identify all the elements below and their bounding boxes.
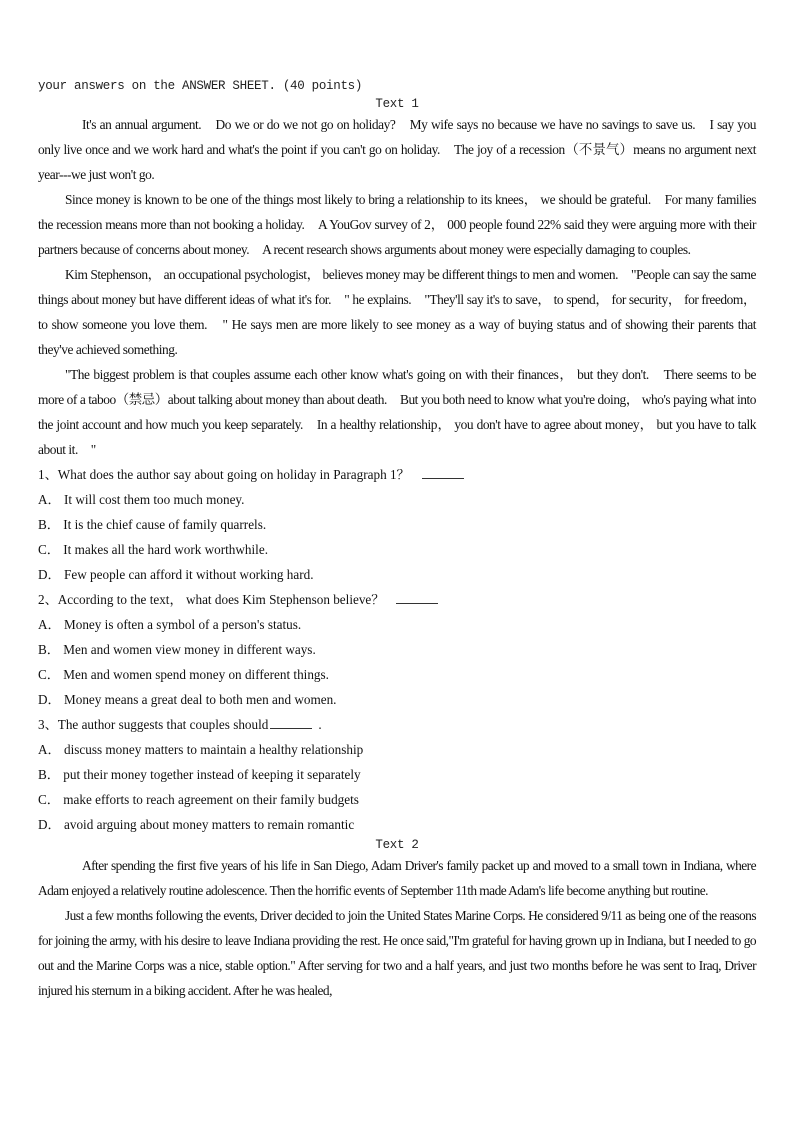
question-2 — [38, 587, 756, 712]
text1-title: Text 1 — [375, 97, 419, 111]
option-letter: B． — [38, 642, 60, 657]
answer-blank[interactable] — [396, 593, 438, 604]
option-letter: C． — [38, 792, 60, 807]
document-page — [38, 76, 756, 1003]
option-letter: D． — [38, 817, 61, 832]
answer-blank[interactable] — [422, 468, 464, 479]
option-text: discuss money matters to maintain a healthy relationship — [64, 742, 364, 757]
question-text: According to the text， what does Kim Stephenson believe？ — [57, 592, 385, 607]
text1-passage — [38, 112, 756, 462]
option-d — [38, 812, 756, 837]
option-text: avoid arguing about money matters to remain romantic — [64, 817, 355, 832]
option-b — [38, 512, 756, 537]
text2-title: Text 2 — [375, 838, 419, 852]
text2-paragraph-2: Just a few months following the events, Driver decided to join the United States Marine Corps. He considered 9/11 as being one of the reasons for joining the army, with his desire to leave Indiana providing the rest. He once said,"I'm grateful for having grown up in Indiana, but I needed to go out and the Marine Corps was a nice, stable option." After serving for two and a half years, and just two months before he was sent to Iraq, Driver injured his sternum in a biking accident. After he was healed, — [38, 908, 756, 998]
option-a — [38, 487, 756, 512]
question-number: 2、 — [38, 592, 58, 607]
option-b — [38, 762, 756, 787]
option-letter: A． — [38, 492, 61, 507]
option-text: Men and women spend money on different things. — [63, 667, 329, 682]
text1-paragraph-4: "The biggest problem is that couples assume each other know what's going on with their finances， but they don't. There seems to be more of a taboo（禁忌）about talking about money than about death. But you both need to know what you're doing， who's paying what into the joint account and how much you keep separately. In a healthy relationship， you don't have to agree about money， but you have to talk about it. " — [38, 367, 756, 457]
option-a — [38, 737, 756, 762]
option-d — [38, 687, 756, 712]
option-letter: A． — [38, 617, 61, 632]
option-text: It makes all the hard work worthwhile. — [63, 542, 268, 557]
option-c — [38, 537, 756, 562]
question-text: The author suggests that couples should — [57, 717, 269, 732]
option-letter: B． — [38, 517, 60, 532]
option-c — [38, 787, 756, 812]
option-text: put their money together instead of keeping it separately — [63, 767, 361, 782]
text2-paragraph-1: After spending the first five years of his life in San Diego, Adam Driver's family packet up and moved to a small town in Indiana, where Adam enjoyed a relatively routine adolescence. Then the horrific events of September 11th made Adam's life become anything but routine. — [38, 858, 756, 898]
option-text: Men and women view money in different ways. — [63, 642, 316, 657]
option-letter: A． — [38, 742, 61, 757]
option-text: Few people can afford it without working hard. — [64, 567, 314, 582]
option-text: It is the chief cause of family quarrels. — [63, 517, 267, 532]
option-text: It will cost them too much money. — [64, 492, 245, 507]
option-letter: D． — [38, 692, 61, 707]
option-letter: C． — [38, 542, 60, 557]
option-letter: D． — [38, 567, 61, 582]
question-3 — [38, 712, 756, 837]
text1-paragraph-3: Kim Stephenson， an occupational psychologist， believes money may be different things to men and women. "People can say the same things about money but have different ideas of what it's for. " he explains. "They'll say it's to save， to spend， for security， for freedom， to show someone you love them. " He says men are more likely to see money as a way of buying status and of showing their parents that they've achieved something. — [38, 267, 756, 357]
option-text: make efforts to reach agreement on their family budgets — [63, 792, 359, 807]
question-1 — [38, 462, 756, 587]
question-stem — [38, 462, 756, 487]
answer-blank[interactable] — [270, 718, 312, 729]
option-letter: B． — [38, 767, 60, 782]
question-text: What does the author say about going on holiday in Paragraph 1？ — [57, 467, 410, 482]
option-c — [38, 662, 756, 687]
option-b — [38, 637, 756, 662]
question-number: 3、 — [38, 717, 58, 732]
text2-passage — [38, 853, 756, 1003]
instructions-line: your answers on the ANSWER SHEET. (40 points) — [38, 79, 363, 93]
option-text: Money means a great deal to both men and women. — [64, 692, 337, 707]
option-text: Money is often a symbol of a person's status. — [64, 617, 302, 632]
question-stem — [38, 587, 756, 612]
question-stem — [38, 712, 756, 737]
text1-paragraph-1: It's an annual argument. Do we or do we not go on holiday? My wife says no because we have no savings to save us. I say you only live once and we work hard and what's the point if you can't go on holiday. The joy of a recession（不景气）means no argument next year---we just won't go. — [38, 117, 756, 182]
option-a — [38, 612, 756, 637]
question-end-punct: . — [318, 717, 322, 732]
option-d — [38, 562, 756, 587]
text1-paragraph-2: Since money is known to be one of the things most likely to bring a relationship to its knees， we should be grateful. For many families the recession means more than not booking a holiday. A YouGov survey of 2， 000 people found 22% said they were arguing more with their partners because of concerns about money. A recent research shows arguments about money were especially damaging to couples. — [38, 192, 756, 257]
question-number: 1、 — [38, 467, 58, 482]
option-letter: C． — [38, 667, 60, 682]
